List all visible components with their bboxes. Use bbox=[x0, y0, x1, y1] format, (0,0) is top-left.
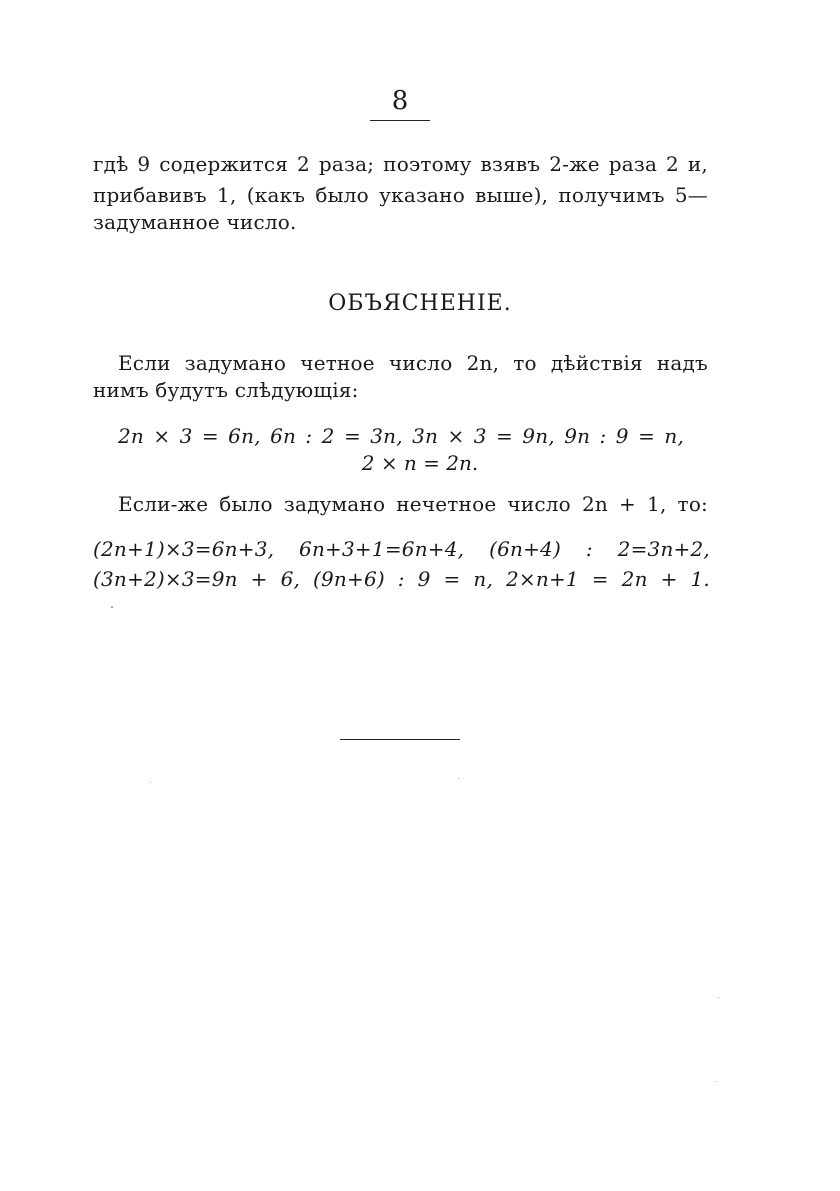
intro-line-1: гдѣ 9 содержится 2 раза; поэтому взявъ 2-же раза 2 и, bbox=[93, 152, 708, 176]
odd-formula-line-2: (3n+2)×3=9n + 6, (9n+6) : 9 = n, 2×n+1 = 2n + 1. bbox=[93, 567, 710, 591]
scan-speck bbox=[716, 1081, 717, 1082]
intro-line-2: прибавивъ 1, (какъ было указано выше), получимъ 5— bbox=[93, 183, 708, 207]
scan-speck bbox=[718, 997, 719, 998]
section-title: ОБЪЯСНЕНIЕ. bbox=[328, 291, 512, 316]
odd-formula-line-1: (2n+1)×3=6n+3, 6n+3+1=6n+4, (6n+4) : 2=3n+2, bbox=[93, 537, 710, 561]
scan-speck bbox=[150, 782, 151, 783]
even-formula-line-2: 2 × n = 2n. bbox=[361, 451, 479, 475]
scan-speck bbox=[458, 778, 459, 779]
even-case-line-1: Если задумано четное число 2n, то дѣйствiя надъ bbox=[118, 351, 708, 375]
even-case-line-2: нимъ будутъ слѣдующiя: bbox=[93, 378, 359, 402]
scan-speck bbox=[111, 606, 113, 608]
even-formula-line-1: 2n × 3 = 6n, 6n : 2 = 3n, 3n × 3 = 9n, 9n : 9 = n, bbox=[118, 424, 684, 448]
intro-line-3: задуманное число. bbox=[93, 210, 297, 234]
page-number-rule bbox=[370, 120, 430, 121]
odd-case-line: Если-же было задумано нечетное число 2n + 1, то: bbox=[118, 492, 708, 516]
end-rule bbox=[340, 739, 460, 740]
page-number: 8 bbox=[391, 86, 409, 116]
